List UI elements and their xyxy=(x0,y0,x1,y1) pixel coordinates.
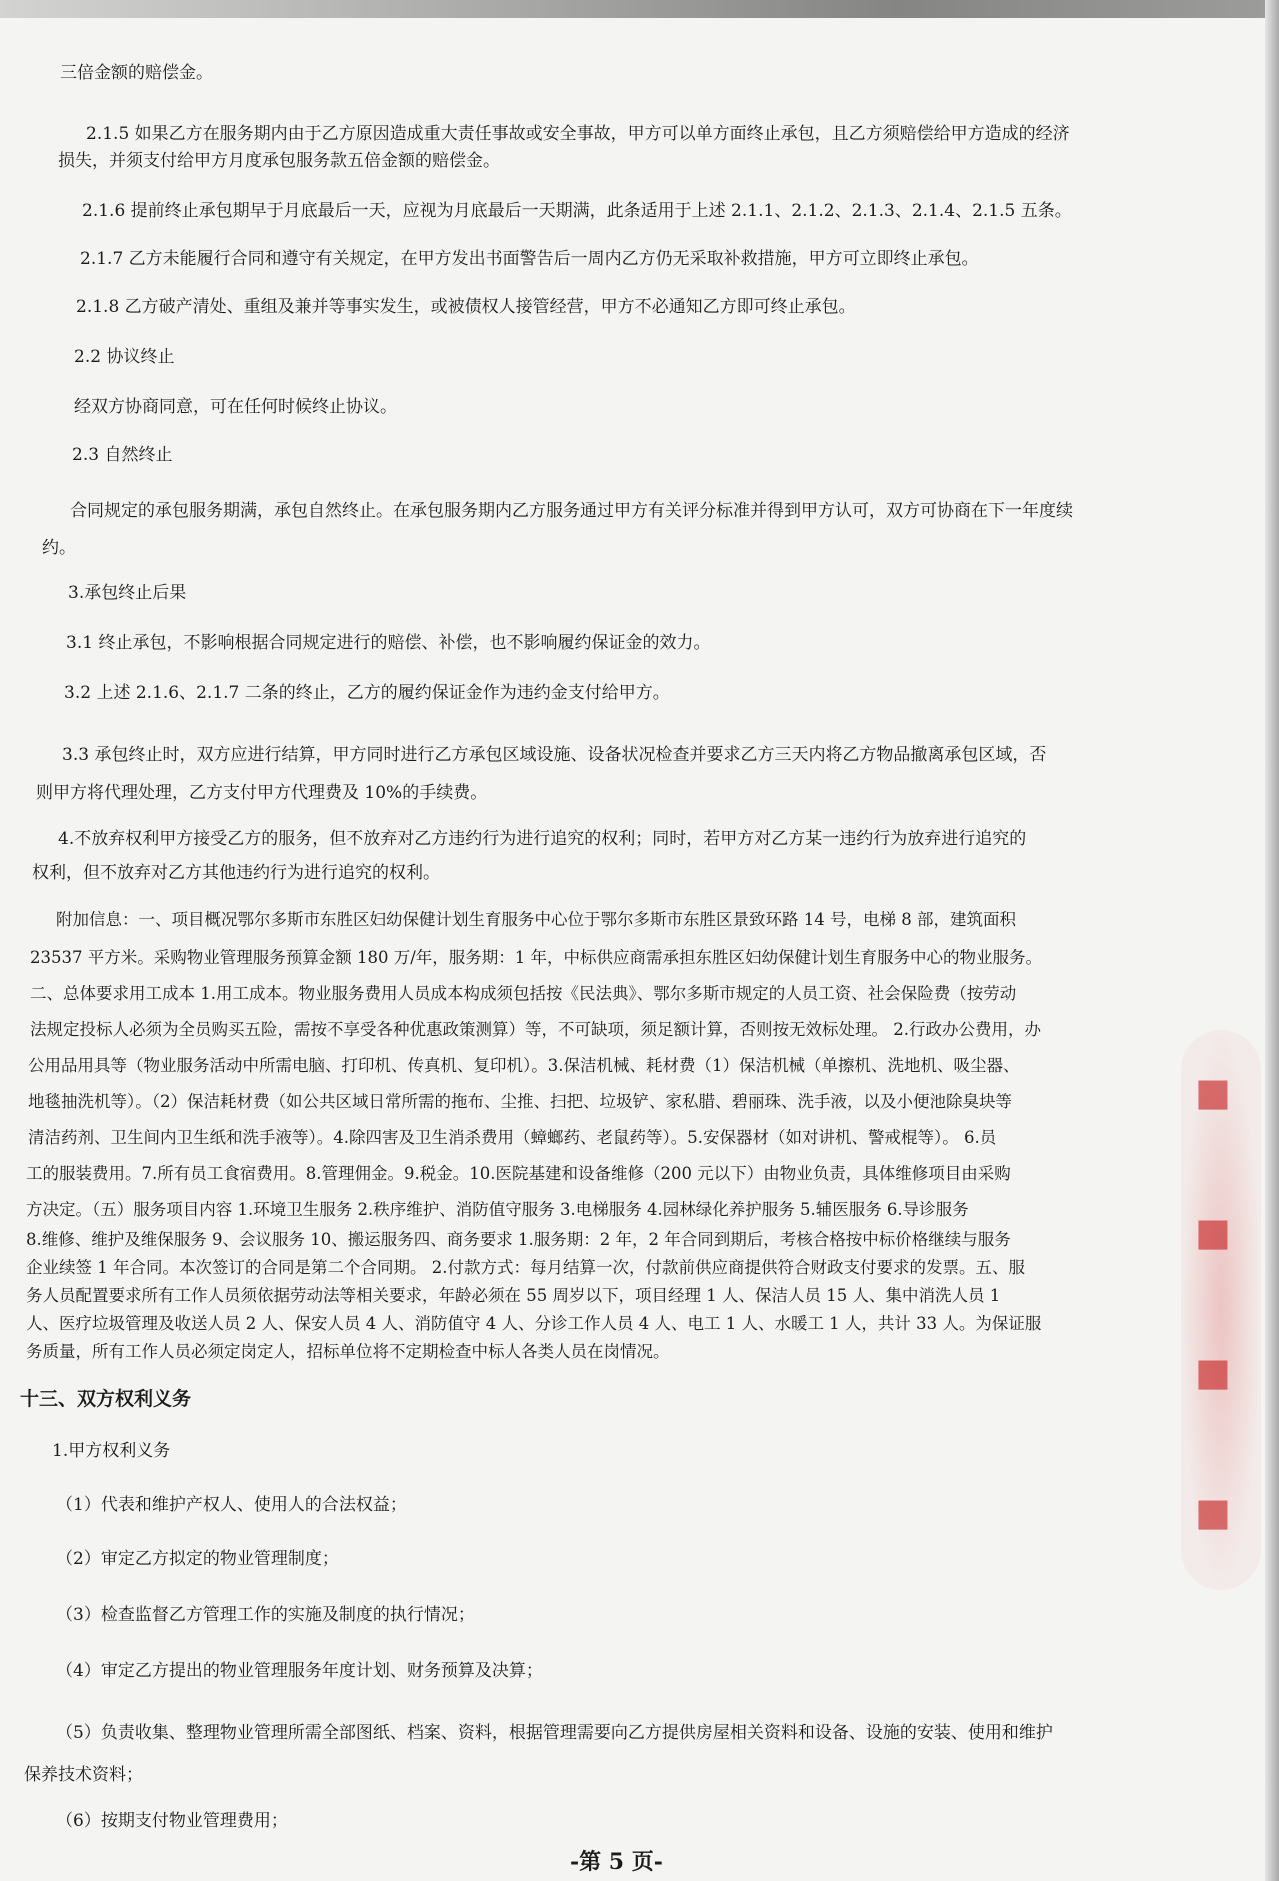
list-item: （5）负责收集、整理物业管理所需全部图纸、档案、资料，根据管理需要向乙方提供房屋相关资料和设备、设施的安装、使用和维护 xyxy=(56,1723,1053,1743)
text-line: 23537 平方米。采购物业管理服务预算金额 180 万/年，服务期：1 年，中标供应商需承担东胜区妇幼保健计划生育服务中心的物业服务。 xyxy=(30,948,1043,967)
clause-3-1: 3.1 终止承包，不影响根据合同规定进行的赔偿、补偿，也不影响履约保证金的效力。 xyxy=(66,633,711,653)
text-line: 经双方协商同意，可在任何时候终止协议。 xyxy=(74,397,397,417)
text-line: 则甲方将代理处理，乙方支付甲方代理费及 10%的手续费。 xyxy=(36,783,488,803)
text-line: 保养技术资料； xyxy=(24,1765,143,1785)
text-line: 二、总体要求用工成本 1.用工成本。物业服务费用人员成本构成须包括按《民法典》、鄂尔多斯市规定的人员工资、社会保险费（按劳动 xyxy=(30,984,1017,1003)
text-line: 工的服装费用。7.所有员工食宿费用。8.管理佣金。9.税金。10.医院基建和设备维修（200 元以下）由物业负责，具体维修项目由采购 xyxy=(26,1164,1011,1183)
clause-2-1-6: 2.1.6 提前终止承包期早于月底最后一天，应视为月底最后一天期满，此条适用于上述 2.1.1、2.1.2、2.1.3、2.1.4、2.1.5 五条。 xyxy=(82,201,1072,221)
section-13-title: 十三、双方权利义务 xyxy=(20,1388,192,1410)
text-line: 务人员配置要求所有工作人员须依据劳动法等相关要求，年龄必须在 55 周岁以下，项目经理 1 人、保洁人员 15 人、集中消洗人员 1 xyxy=(26,1286,1001,1305)
party-a-rights-title: 1.甲方权利义务 xyxy=(52,1441,171,1461)
list-item: （3）检查监督乙方管理工作的实施及制度的执行情况； xyxy=(56,1605,475,1625)
clause-2-1-8: 2.1.8 乙方破产清处、重组及兼并等事实发生，或被债权人接管经营，甲方不必通知乙方即可终止承包。 xyxy=(76,297,856,317)
clause-4: 4.不放弃权利甲方接受乙方的服务，但不放弃对乙方违约行为进行追究的权利；同时，若甲方对乙方某一违约行为放弃进行追究的 xyxy=(58,829,1027,849)
list-item: （2）审定乙方拟定的物业管理制度； xyxy=(56,1549,339,1569)
red-seal-stamp: ■ ■ ■ ■ xyxy=(1181,1030,1261,1590)
list-item: （6）按期支付物业管理费用； xyxy=(56,1811,288,1831)
section-2-2-title: 2.2 协议终止 xyxy=(74,347,175,367)
text-line: 三倍金额的赔偿金。 xyxy=(60,63,213,83)
page-number: -第 5 页- xyxy=(570,1849,663,1875)
text-line: 权利，但不放弃对乙方其他违约行为进行追究的权利。 xyxy=(32,863,440,883)
clause-2-1-5: 2.1.5 如果乙方在服务期内由于乙方原因造成重大责任事故或安全事故，甲方可以单方面终止承包，且乙方须赔偿给甲方造成的经济 xyxy=(86,124,1070,144)
list-item: （4）审定乙方提出的物业管理服务年度计划、财务预算及决算； xyxy=(56,1661,543,1681)
clause-2-1-7: 2.1.7 乙方未能履行合同和遵守有关规定，在甲方发出书面警告后一周内乙方仍无采取补救措施，甲方可立即终止承包。 xyxy=(80,249,979,269)
scan-artifact-edge xyxy=(1265,0,1279,1881)
text-line: 方决定。（五）服务项目内容 1.环境卫生服务 2.秩序维护、消防值守服务 3.电梯服务 4.园林绿化养护服务 5.辅医服务 6.导诊服务 xyxy=(26,1200,969,1219)
scan-artifact-top xyxy=(0,0,1279,18)
text-line: 8.维修、维护及维保服务 9、会议服务 10、搬运服务四、商务要求 1.服务期：2 年，2 年合同到期后，考核合格按中标价格继续与服务 xyxy=(26,1230,1011,1249)
text-line: 清洁药剂、卫生间内卫生纸和洗手液等）。4.除四害及卫生消杀费用（蟑螂药、老鼠药等）。5.安保器材（如对讲机、警戒棍等）。 6.员 xyxy=(28,1128,997,1147)
text-line: 务质量，所有工作人员必须定岗定人，招标单位将不定期检查中标人各类人员在岗情况。 xyxy=(26,1342,670,1361)
text-line: 约。 xyxy=(42,538,76,558)
text-line: 公用品用具等（物业服务活动中所需电脑、打印机、传真机、复印机）。3.保洁机械、耗材费（1）保洁机械（单擦机、洗地机、吸尘器、 xyxy=(28,1056,1020,1075)
text-line: 法规定投标人必须为全员购买五险，需按不享受各种优惠政策测算）等，不可缺项，须足额计算，否则按无效标处理。 2.行政办公费用，办 xyxy=(30,1020,1041,1039)
list-item: （1）代表和维护产权人、使用人的合法权益； xyxy=(56,1495,407,1515)
text-line: 合同规定的承包服务期满，承包自然终止。在承包服务期内乙方服务通过甲方有关评分标准并得到甲方认可，双方可协商在下一年度续 xyxy=(70,501,1073,521)
text-line: 人、医疗垃圾管理及收送人员 2 人、保安人员 4 人、消防值守 4 人、分诊工作人员 4 人、电工 1 人、水暖工 1 人，共计 33 人。为保证服 xyxy=(26,1314,1042,1333)
clause-3-2: 3.2 上述 2.1.6、2.1.7 二条的终止，乙方的履约保证金作为违约金支付给甲方。 xyxy=(64,683,670,703)
clause-3-3: 3.3 承包终止时，双方应进行结算，甲方同时进行乙方承包区域设施、设备状况检查并要求乙方三天内将乙方物品撤离承包区域，否 xyxy=(62,745,1047,765)
text-line: 企业续签 1 年合同。本次签订的合同是第二个合同期。 2.付款方式：每月结算一次，付款前供应商提供符合财政支付要求的发票。五、服 xyxy=(26,1258,1025,1277)
section-2-3-title: 2.3 自然终止 xyxy=(72,445,173,465)
text-line: 地毯抽洗机等）。（2）保洁耗材费（如公共区域日常所需的拖布、尘推、扫把、垃圾铲、家私腊、碧丽珠、洗手液，以及小便池除臭块等 xyxy=(28,1092,1012,1111)
section-3-title: 3.承包终止后果 xyxy=(68,583,187,603)
text-line: 损失，并须支付给甲方月度承包服务款五倍金额的赔偿金。 xyxy=(58,151,500,171)
text-line: 附加信息：一、项目概况鄂尔多斯市东胜区妇幼保健计划生育服务中心位于鄂尔多斯市东胜区景致环路 14 号，电梯 8 部，建筑面积 xyxy=(56,910,1016,929)
